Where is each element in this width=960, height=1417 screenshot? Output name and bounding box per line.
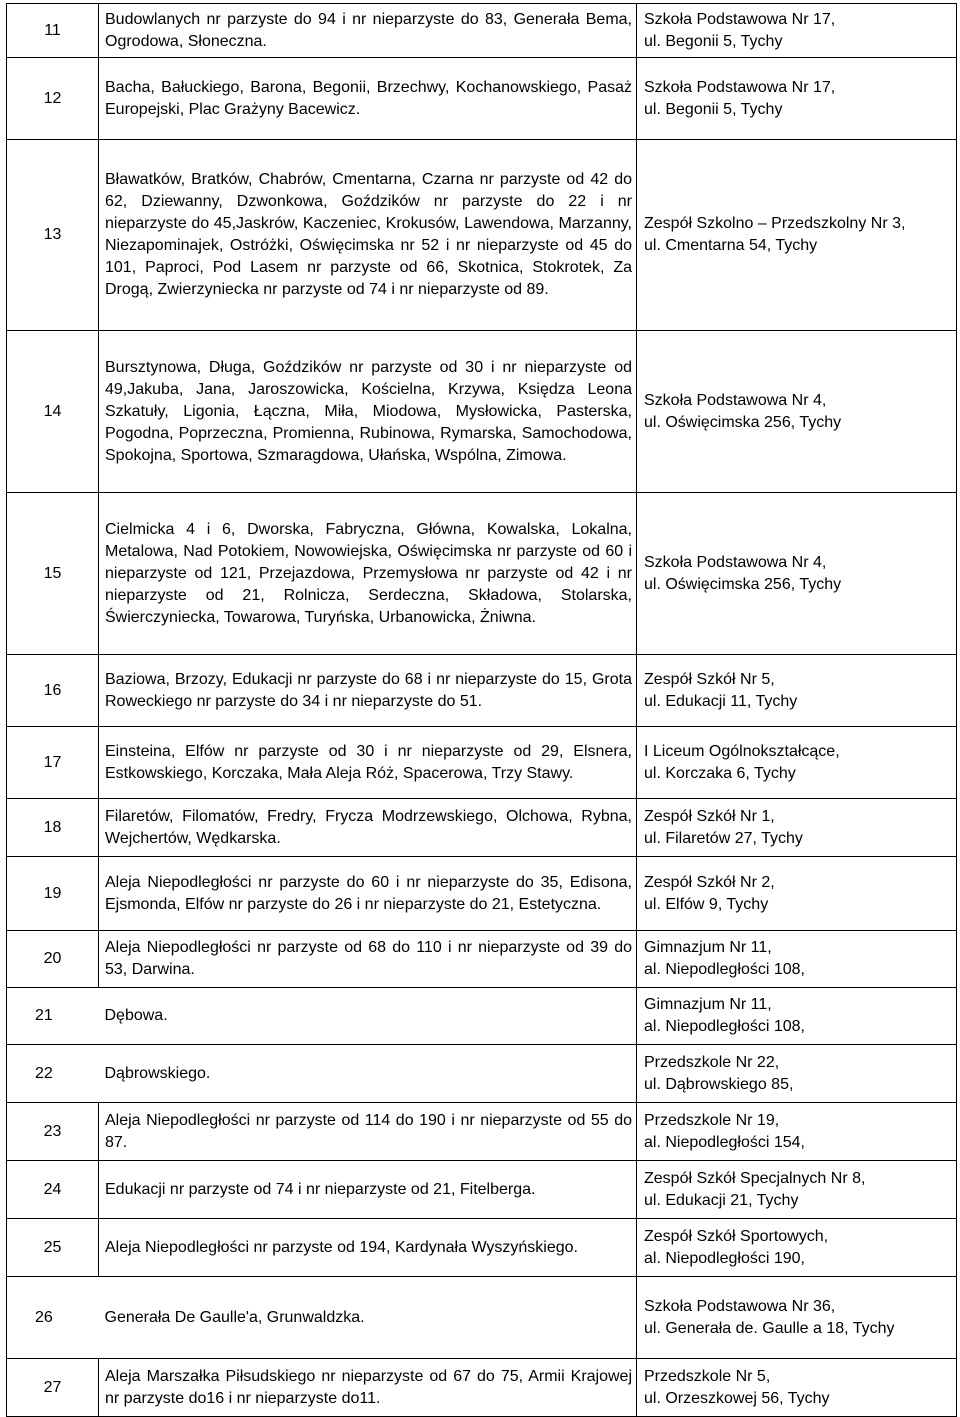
school-cell [637,58,957,140]
table-row [7,655,957,727]
school-address: ul. Orzeszkowej 56, Tychy [644,1389,830,1407]
school-address: ul. Cmentarna 54, Tychy [644,237,818,254]
school-address: ul. Generała de. Gaulle a 18, Tychy [644,1319,895,1337]
row-number: 15 [7,493,99,655]
table-row [7,727,957,799]
table-row [7,1103,957,1161]
school-cell [637,727,957,799]
school-name: Zespół Szkół Nr 2, [644,873,775,891]
school-cell [637,857,957,931]
school-name: Zespół Szkolno – Przedszkolny Nr 3, [644,215,906,232]
school-name: Zespół Szkół Nr 5, [644,670,775,688]
school-district-table [6,3,957,1417]
streets-cell: Aleja Niepodległości nr parzyste od 68 do 110 i nr nieparzyste od 39 do 53, Darwina. [99,931,637,988]
table-row [7,4,957,58]
table-row [7,988,957,1045]
table-row [7,493,957,655]
row-number: 13 [7,140,99,331]
school-address: ul. Oświęcimska 256, Tychy [644,575,842,593]
school-cell [637,1045,957,1103]
streets-cell: Cielmicka 4 i 6, Dworska, Fabryczna, Główna, Kowalska, Lokalna, Metalowa, Nad Potokiem, Nowowiejska, Oświęcimska nr parzyste od 60 i nieparzyste od 121, Przejazdowa, Przemysłowa nr parzyste od 42 i nr nieparzyste od 21, Rolnicza, Serdeczna, Składowa, Stolarska, Świerczyniecka, Towarowa, Turyńska, Urbanowicka, Żniwna. [99,493,637,655]
streets-cell: Dębowa. [99,988,637,1045]
school-cell [637,655,957,727]
school-address: al. Niepodległości 154, [644,1133,805,1151]
school-name: Zespół Szkół Nr 1, [644,807,775,825]
row-number: 24 [7,1161,99,1219]
table-row [7,1219,957,1277]
streets-cell: Aleja Niepodległości nr parzyste do 60 i nr nieparzyste do 35, Edisona, Ejsmonda, Elfów nr parzyste do 26 i nr nieparzyste do 21, Estetyczna. [99,857,637,931]
school-name: Szkoła Podstawowa Nr 36, [644,1297,836,1315]
school-address: ul. Begonii 5, Tychy [644,32,783,50]
row-number: 17 [7,727,99,799]
table-row [7,58,957,140]
school-name: Przedszkole Nr 22, [644,1053,780,1071]
school-address: al. Niepodległości 190, [644,1249,805,1267]
row-number: 11 [7,4,99,58]
school-address: ul. Begonii 5, Tychy [644,100,783,118]
streets-cell: Aleja Niepodległości nr parzyste od 114 do 190 i nr nieparzyste od 55 do 87. [99,1103,637,1161]
row-number: 21 [7,988,99,1045]
table-row [7,857,957,931]
school-address: ul. Elfów 9, Tychy [644,895,769,913]
table-row [7,799,957,857]
school-cell [637,799,957,857]
school-name: Zespół Szkół Sportowych, [644,1227,829,1245]
school-name: Szkoła Podstawowa Nr 4, [644,553,827,571]
school-cell [637,1219,957,1277]
streets-cell: Bławatków, Bratków, Chabrów, Cmentarna, Czarna nr parzyste od 42 do 62, Dziewanny, Dzwonkowa, Goździków nr parzyste do 22 i nr nieparzyste do 45,Jaskrów, Kaczeniec, Krokusów, Lawendowa, Marzanny, Niezapominajek, Ostróżki, Oświęcimska nr 52 i nr nieparzyste od 45 do 101, Paproci, Pod Lasem nr parzyste od 66, Skotnica, Stokrotek, Za Drogą, Zwierzyniecka nr parzyste od 74 i nr nieparzyste od 89. [99,140,637,331]
streets-cell: Aleja Marszałka Piłsudskiego nr nieparzyste od 67 do 75, Armii Krajowej nr parzyste do16 i nr nieparzyste do11. [99,1359,637,1417]
school-address: al. Niepodległości 108, [644,961,805,978]
school-cell [637,1359,957,1417]
school-name: Szkoła Podstawowa Nr 17, [644,78,836,96]
streets-cell: Baziowa, Brzozy, Edukacji nr parzyste do 68 i nr nieparzyste do 15, Grota Roweckiego nr parzyste do 34 i nr nieparzyste do 51. [99,655,637,727]
school-name: Przedszkole Nr 5, [644,1367,771,1385]
row-number: 20 [7,931,99,988]
row-number: 26 [7,1277,99,1359]
streets-cell: Filaretów, Filomatów, Fredry, Frycza Modrzewskiego, Olchowa, Rybna, Wejchertów, Wędkarska. [99,799,637,857]
row-number: 18 [7,799,99,857]
table-row [7,1161,957,1219]
school-name: Szkoła Podstawowa Nr 4, [644,391,827,409]
school-name: Gimnazjum Nr 11, [644,996,772,1013]
school-name: Gimnazjum Nr 11, [644,939,772,956]
streets-cell: Edukacji nr parzyste od 74 i nr nieparzyste od 21, Fitelberga. [99,1161,637,1219]
row-number: 23 [7,1103,99,1161]
school-name: Zespół Szkół Specjalnych Nr 8, [644,1169,866,1187]
table-row [7,331,957,493]
row-number: 14 [7,331,99,493]
table-row [7,1359,957,1417]
school-address: ul. Edukacji 11, Tychy [644,692,798,710]
school-name: I Liceum Ogólnokształcące, [644,742,840,760]
row-number: 16 [7,655,99,727]
streets-cell: Generała De Gaulle'a, Grunwaldzka. [99,1277,637,1359]
school-cell [637,1103,957,1161]
school-address: ul. Dąbrowskiego 85, [644,1075,794,1093]
streets-cell: Aleja Niepodległości nr parzyste od 194, Kardynała Wyszyńskiego. [99,1219,637,1277]
row-number: 22 [7,1045,99,1103]
school-address: ul. Filaretów 27, Tychy [644,829,803,847]
streets-cell: Budowlanych nr parzyste do 94 i nr nieparzyste do 83, Generała Bema, Ogrodowa, Słoneczna. [99,4,637,58]
school-cell [637,988,957,1045]
school-cell [637,1161,957,1219]
streets-cell: Bursztynowa, Długa, Goździków nr parzyste od 30 i nr nieparzyste od 49,Jakuba, Jana, Jaroszowicka, Kościelna, Krzywa, Księdza Leona Szkatuły, Ligonia, Łączna, Miła, Miodowa, Mysłowicka, Pasterska, Pogodna, Poprzeczna, Promienna, Rubinowa, Rymarska, Samochodowa, Spokojna, Sportowa, Szmaragdowa, Ułańska, Wspólna, Zimowa. [99,331,637,493]
row-number: 12 [7,58,99,140]
table-row [7,931,957,988]
row-number: 27 [7,1359,99,1417]
school-cell [637,4,957,58]
school-cell [637,931,957,988]
school-cell [637,140,957,331]
school-cell [637,1277,957,1359]
table-row [7,1045,957,1103]
school-address: ul. Oświęcimska 256, Tychy [644,413,842,431]
school-name: Przedszkole Nr 19, [644,1111,780,1129]
school-address: al. Niepodległości 108, [644,1018,805,1035]
school-name: Szkoła Podstawowa Nr 17, [644,10,836,28]
school-cell [637,493,957,655]
streets-cell: Dąbrowskiego. [99,1045,637,1103]
school-address: ul. Edukacji 21, Tychy [644,1191,799,1209]
school-district-document [6,3,956,1417]
school-address: ul. Korczaka 6, Tychy [644,764,796,782]
row-number: 25 [7,1219,99,1277]
table-row [7,140,957,331]
streets-cell: Einsteina, Elfów nr parzyste od 30 i nr nieparzyste od 29, Elsnera, Estkowskiego, Korczaka, Mała Aleja Róż, Spacerowa, Trzy Stawy. [99,727,637,799]
row-number: 19 [7,857,99,931]
school-cell [637,331,957,493]
table-row [7,1277,957,1359]
streets-cell: Bacha, Bałuckiego, Barona, Begonii, Brzechwy, Kochanowskiego, Pasaż Europejski, Plac Grażyny Bacewicz. [99,58,637,140]
